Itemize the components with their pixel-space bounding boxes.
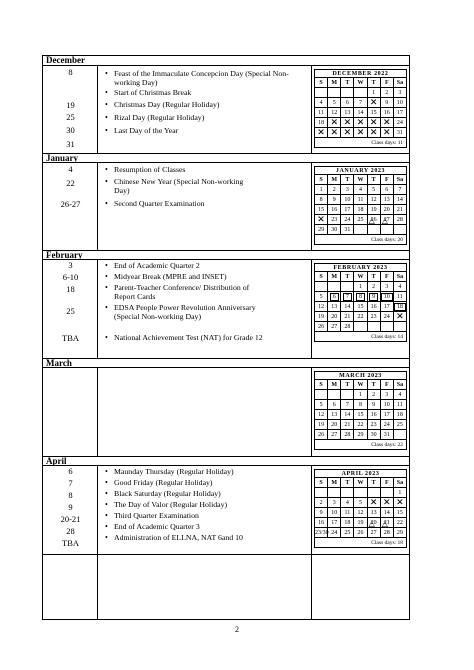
section-april: [43, 466, 409, 554]
weekday-header: W: [354, 478, 367, 488]
calendar-day-cell: 11: [341, 508, 354, 518]
calendar-day-cell: 12: [315, 302, 328, 312]
mini-calendar-january: [312, 163, 409, 250]
event-date: 20-21: [60, 514, 81, 524]
events-column: [98, 66, 312, 153]
weekday-header: F: [380, 175, 393, 185]
calendar-day-cell: 6 ✕: [367, 498, 380, 508]
calendar-day-cell: 27: [328, 322, 341, 332]
event-item: • Rizal Day (Regular Holiday): [98, 114, 308, 123]
event-item: • End of Academic Quarter 2: [98, 262, 308, 271]
calendar-day-cell: 2: [367, 282, 380, 292]
calendar-day-cell: 18: [354, 205, 367, 215]
calendar-title: DECEMBER 2022: [314, 69, 407, 77]
calendar-day-cell: 4: [341, 498, 354, 508]
calendar-day-cell: 26: [315, 322, 328, 332]
event-item: • Good Friday (Regular Holiday): [98, 479, 308, 488]
calendar-day-cell: 22: [393, 518, 406, 528]
class-days-count: Class days: 11: [315, 138, 407, 148]
calendar-day-cell: 2: [328, 185, 341, 195]
calendar-day-cell: 12: [354, 508, 367, 518]
calendar-day-cell: 6: [328, 400, 341, 410]
page-number: 2: [235, 625, 239, 634]
calendar-day-cell: △ 26: [367, 215, 380, 225]
month-calendar-table: [314, 166, 407, 245]
calendar-day-cell: 30 ✕: [380, 128, 393, 138]
calendar-day-cell: 3: [380, 282, 393, 292]
weekday-header: Sa: [393, 380, 406, 390]
calendar-day-cell: 3: [341, 185, 354, 195]
event-date: 8: [68, 67, 73, 77]
calendar-day-cell: 13: [328, 410, 341, 420]
calendar-day-cell: 9: [367, 292, 380, 302]
calendar-day-cell: 9: [315, 508, 328, 518]
calendar-day-cell: 18: [315, 118, 328, 128]
calendar-title: JANUARY 2023: [314, 166, 407, 174]
calendar-day-cell: 25 ✕: [315, 128, 328, 138]
calendar-day-cell: [393, 430, 406, 440]
calendar-day-cell: 19: [315, 420, 328, 430]
weekday-header: S: [315, 272, 328, 282]
calendar-day-cell: 29: [315, 225, 328, 235]
event-date: 6-10: [62, 272, 79, 282]
calendar-day-cell: [328, 88, 341, 98]
calendar-day-cell: 4: [393, 390, 406, 400]
calendar-day-cell: 19 ✕: [328, 118, 341, 128]
section-december: [43, 66, 409, 153]
calendar-day-cell: 18: [393, 302, 406, 312]
mini-calendar-march: [312, 368, 409, 456]
calendar-day-cell: 26: [354, 528, 367, 538]
weekday-header: M: [328, 478, 341, 488]
class-days-count: Class days: 22: [315, 440, 407, 450]
calendar-day-cell: [380, 322, 393, 332]
month-heading-december: December: [43, 56, 409, 66]
calendar-day-cell: 8 ✕: [393, 498, 406, 508]
event-item: • Administration of ELLNA, NAT 6and 10: [98, 534, 308, 543]
calendar-day-cell: 23/30: [315, 529, 329, 536]
weekday-header: T: [367, 78, 380, 88]
event-date: 9: [68, 502, 73, 512]
event-item: • Start of Christmas Break: [98, 89, 308, 98]
calendar-day-cell: 22: [354, 312, 367, 322]
event-item: • Maunday Thursday (Regular Holiday): [98, 468, 308, 477]
calendar-day-cell: 5: [328, 98, 341, 108]
calendar-day-cell: 17: [393, 108, 406, 118]
calendar-day-cell: 31: [341, 225, 354, 235]
calendar-day-cell: 23: [367, 420, 380, 430]
weekday-header: W: [354, 272, 367, 282]
weekday-header: S: [315, 175, 328, 185]
calendar-day-cell: 22 ✕: [367, 118, 380, 128]
event-date: 18: [66, 284, 75, 294]
calendar-day-cell: 23 ✕: [380, 118, 393, 128]
events-column: [98, 260, 312, 358]
calendar-day-cell: 6: [341, 98, 354, 108]
date-column: [43, 555, 98, 619]
calendar-day-cell: 17: [328, 518, 341, 528]
weekday-header: T: [367, 478, 380, 488]
calendar-day-cell: 27: [367, 528, 380, 538]
calendar-day-cell: 22: [354, 420, 367, 430]
calendar-day-cell: 12: [315, 410, 328, 420]
calendar-day-cell: 9: [367, 400, 380, 410]
date-column: [43, 368, 98, 456]
calendar-day-cell: [354, 88, 367, 98]
mini-calendar-december: [312, 66, 409, 153]
calendar-day-cell: 24: [328, 528, 341, 538]
calendar-title: FEBRUARY 2023: [314, 263, 407, 271]
calendar-day-cell: 12: [328, 108, 341, 118]
weekday-header: M: [328, 272, 341, 282]
calendar-day-cell: 19: [315, 312, 328, 322]
calendar-day-cell: 24: [380, 420, 393, 430]
calendar-day-cell: 15: [393, 508, 406, 518]
calendar-day-cell: 20: [328, 420, 341, 430]
event-item: • Parent-Teacher Conference/ Distribution of Report Cards: [98, 284, 268, 301]
calendar-document-frame: [42, 55, 410, 620]
month-calendar-table: [314, 263, 407, 342]
weekday-header: S: [315, 478, 328, 488]
month-calendar-table: [314, 469, 407, 548]
calendar-day-cell: 27: [328, 430, 341, 440]
month-heading-february: February: [43, 250, 409, 260]
event-date: 25: [66, 112, 75, 122]
event-item: • Second Quarter Examination: [98, 200, 308, 209]
calendar-day-cell: 8: [315, 195, 328, 205]
weekday-header: Sa: [393, 78, 406, 88]
calendar-day-cell: [315, 488, 328, 498]
calendar-day-cell: [354, 488, 367, 498]
calendar-day-cell: 6: [380, 185, 393, 195]
calendar-day-cell: 29: [393, 528, 406, 538]
calendar-day-cell: 2: [315, 498, 328, 508]
calendar-day-cell: 14: [341, 410, 354, 420]
calendar-day-cell: 24: [380, 312, 393, 322]
calendar-day-cell: 19: [367, 205, 380, 215]
events-column: [98, 368, 312, 456]
calendar-day-cell: 25: [341, 528, 354, 538]
weekday-header: T: [367, 175, 380, 185]
weekday-header: T: [341, 272, 354, 282]
calendar-day-cell: 27 ✕: [341, 128, 354, 138]
calendar-day-cell: 21: [341, 312, 354, 322]
event-item: • Feast of the Immaculate Concepcion Day (Special Non-working Day): [98, 70, 308, 87]
calendar-day-cell: 26 ✕: [328, 128, 341, 138]
event-date: 30: [66, 125, 75, 135]
calendar-day-cell: 20: [380, 205, 393, 215]
weekday-header: F: [380, 272, 393, 282]
calendar-day-cell: 5: [315, 292, 328, 302]
calendar-day-cell: 13: [341, 108, 354, 118]
calendar-day-cell: 16: [380, 108, 393, 118]
weekday-header: S: [315, 380, 328, 390]
calendar-day-cell: 30: [367, 430, 380, 440]
calendar-day-cell: 20: [328, 312, 341, 322]
events-column: [98, 163, 312, 250]
calendar-day-cell: 19: [354, 518, 367, 528]
calendar-day-cell: 28 ✕: [354, 128, 367, 138]
calendar-day-cell: 1: [367, 88, 380, 98]
calendar-day-cell: 29 ✕: [367, 128, 380, 138]
calendar-day-cell: 18: [341, 518, 354, 528]
calendar-day-cell: 14: [354, 108, 367, 118]
calendar-day-cell: [328, 488, 341, 498]
calendar-day-cell: [380, 225, 393, 235]
calendar-day-cell: 5: [315, 400, 328, 410]
date-column: [43, 163, 98, 250]
calendar-day-cell: [393, 322, 406, 332]
section-february: [43, 260, 409, 358]
event-date: 3: [68, 260, 73, 270]
calendar-day-cell: 7: [341, 400, 354, 410]
calendar-day-cell: 7: [393, 185, 406, 195]
calendar-day-cell: 16: [367, 302, 380, 312]
class-days-count: Class days: 18: [315, 538, 407, 548]
calendar-day-cell: 29: [354, 430, 367, 440]
calendar-day-cell: 4: [393, 282, 406, 292]
calendar-day-cell: 7: [341, 292, 354, 302]
weekday-header: T: [341, 478, 354, 488]
mini-calendar-april: [312, 466, 409, 554]
calendar-day-cell: 31: [380, 430, 393, 440]
calendar-day-cell: 16: [328, 205, 341, 215]
calendar-day-cell: 21 ✕: [354, 118, 367, 128]
weekday-header: W: [354, 380, 367, 390]
event-item: • Black Saturday (Regular Holiday): [98, 490, 308, 499]
weekday-header: W: [354, 175, 367, 185]
event-date: 8: [68, 490, 73, 500]
month-heading-january: January: [43, 153, 409, 163]
calendar-day-cell: 1: [393, 488, 406, 498]
events-column: [98, 555, 312, 619]
event-item: • Christmas Day (Regular Holiday): [98, 101, 308, 110]
calendar-day-cell: 13: [367, 508, 380, 518]
calendar-day-cell: 20 ✕: [341, 118, 354, 128]
date-column: [43, 66, 98, 153]
calendar-day-cell: 28: [380, 528, 393, 538]
calendar-day-cell: 2: [380, 88, 393, 98]
weekday-header: M: [328, 380, 341, 390]
calendar-day-cell: 31: [393, 128, 406, 138]
calendar-day-cell: [328, 390, 341, 400]
calendar-day-cell: 11: [393, 400, 406, 410]
calendar-day-cell: [341, 88, 354, 98]
calendar-day-cell: 24: [341, 215, 354, 225]
calendar-title: MARCH 2023: [314, 371, 407, 379]
calendar-day-cell: 9: [380, 98, 393, 108]
calendar-day-cell: [328, 282, 341, 292]
event-item: • National Achievement Test (NAT) for Grade 12: [98, 334, 308, 343]
weekday-header: T: [367, 380, 380, 390]
calendar-day-cell: 16: [315, 518, 328, 528]
calendar-day-cell: 14: [393, 195, 406, 205]
date-column: [43, 466, 98, 554]
event-item: • EDSA People Power Revolution Anniversary (Special Non-working Day): [98, 304, 278, 321]
calendar-day-cell: 24: [393, 118, 406, 128]
calendar-day-cell: 28: [341, 430, 354, 440]
calendar-day-cell: [341, 390, 354, 400]
calendar-day-cell: 21: [393, 205, 406, 215]
calendar-day-cell: 1: [315, 185, 328, 195]
calendar-day-cell: [341, 282, 354, 292]
event-date: 31: [66, 139, 75, 149]
calendar-day-cell: 15: [315, 205, 328, 215]
calendar-day-cell: △ 27: [380, 215, 393, 225]
calendar-day-cell: 10: [380, 292, 393, 302]
weekday-header: Sa: [393, 175, 406, 185]
calendar-day-cell: 26: [315, 430, 328, 440]
calendar-day-cell: 25: [354, 215, 367, 225]
event-item: • Chinese New Year (Special Non-working Day): [98, 178, 258, 195]
weekday-header: T: [341, 175, 354, 185]
calendar-day-cell: 3: [380, 390, 393, 400]
weekday-header: T: [341, 380, 354, 390]
calendar-day-cell: 25 ✕: [393, 312, 406, 322]
calendar-day-cell: 30: [328, 225, 341, 235]
calendar-day-cell: △ 20: [367, 518, 380, 528]
calendar-day-cell: 17: [380, 302, 393, 312]
calendar-day-cell: 28: [393, 215, 406, 225]
class-days-count: Class days: 14: [315, 332, 407, 342]
calendar-day-cell: 15: [354, 302, 367, 312]
calendar-day-cell: 1: [354, 282, 367, 292]
calendar-day-cell: 14: [341, 302, 354, 312]
calendar-day-cell: 9: [328, 195, 341, 205]
calendar-day-cell: 28: [341, 322, 354, 332]
weekday-header: F: [380, 478, 393, 488]
calendar-day-cell: 13: [380, 195, 393, 205]
calendar-day-cell: 23: [328, 215, 341, 225]
event-date: TBA: [62, 538, 79, 548]
month-calendar-table: [314, 69, 407, 148]
weekday-header: F: [380, 78, 393, 88]
event-date: 26-27: [60, 199, 81, 209]
calendar-day-cell: [315, 88, 328, 98]
calendar-day-cell: 10: [393, 98, 406, 108]
calendar-day-cell: [354, 225, 367, 235]
weekday-header: Sa: [393, 478, 406, 488]
calendar-day-cell: 6: [328, 292, 341, 302]
event-date: 28: [66, 526, 75, 536]
event-date: 22: [66, 178, 75, 188]
calendar-day-cell: [315, 282, 328, 292]
mini-calendar-february: [312, 260, 409, 358]
event-date: 4: [68, 164, 73, 174]
event-date: 19: [66, 100, 75, 110]
calendar-day-cell: 8 ✕: [367, 98, 380, 108]
calendar-day-cell: 11: [315, 108, 328, 118]
event-item: • Resumption of Classes: [98, 166, 308, 175]
calendar-day-cell: 12: [367, 195, 380, 205]
event-item: • Last Day of the Year: [98, 127, 308, 136]
weekday-header: F: [380, 380, 393, 390]
calendar-day-cell: 10: [328, 508, 341, 518]
calendar-day-cell: 14: [380, 508, 393, 518]
calendar-day-cell: 11: [354, 195, 367, 205]
calendar-day-cell: 2: [367, 390, 380, 400]
weekday-header: W: [354, 78, 367, 88]
calendar-day-cell: 3: [393, 88, 406, 98]
calendar-day-cell: [354, 322, 367, 332]
calendar-day-cell: [341, 488, 354, 498]
calendar-day-cell: [393, 225, 406, 235]
month-heading-april: April: [43, 456, 409, 466]
event-item: • End of Academic Quarter 3: [98, 523, 308, 532]
weekday-header: T: [341, 78, 354, 88]
calendar-day-cell: 15: [354, 410, 367, 420]
calendar-day-cell: 23: [367, 312, 380, 322]
weekday-header: S: [315, 78, 328, 88]
calendar-day-cell: 8: [354, 292, 367, 302]
calendar-day-cell: [367, 322, 380, 332]
calendar-day-cell: 16: [367, 410, 380, 420]
calendar-title: APRIL 2023: [314, 469, 407, 477]
event-date: TBA: [62, 333, 79, 343]
calendar-day-cell: 17: [380, 410, 393, 420]
calendar-day-cell: △ 21: [380, 518, 393, 528]
event-item: • Midyear Break (MPRE and INSET): [98, 273, 308, 282]
section-march: [43, 368, 409, 456]
event-item: • Third Quarter Examination: [98, 512, 308, 521]
event-date: 7: [68, 478, 73, 488]
calendar-day-cell: 1: [354, 390, 367, 400]
calendar-day-cell: 13: [328, 302, 341, 312]
month-heading-march: March: [43, 358, 409, 368]
calendar-day-cell: 15: [367, 108, 380, 118]
calendar-day-cell: 11: [393, 292, 406, 302]
calendar-day-cell: 10: [380, 400, 393, 410]
calendar-day-cell: 22 ✕: [315, 215, 328, 225]
month-calendar-table: [314, 371, 407, 450]
empty-section: [43, 554, 409, 619]
calendar-day-cell: [367, 488, 380, 498]
event-date: 25: [66, 306, 75, 316]
calendar-day-cell: 3: [328, 498, 341, 508]
calendar-day-cell: [315, 390, 328, 400]
calendar-day-cell: 5: [367, 185, 380, 195]
calendar-day-cell: 5: [354, 498, 367, 508]
event-date: 6: [68, 466, 73, 476]
section-january: [43, 163, 409, 250]
weekday-header: M: [328, 175, 341, 185]
calendar-day-cell: [380, 488, 393, 498]
calendar-day-cell: 25: [393, 420, 406, 430]
event-item: • The Day of Valor (Regular Holiday): [98, 501, 308, 510]
calendar-day-cell: 7 ✕: [380, 498, 393, 508]
calendar-day-cell: 4: [315, 98, 328, 108]
calendar-day-cell: 21: [341, 420, 354, 430]
calendar-day-cell: 17: [341, 205, 354, 215]
date-column: [43, 260, 98, 358]
weekday-header: Sa: [393, 272, 406, 282]
calendar-day-cell: 18: [393, 410, 406, 420]
calendar-day-cell: 4: [354, 185, 367, 195]
calendar-day-cell: 10: [341, 195, 354, 205]
weekday-header: T: [367, 272, 380, 282]
weekday-header: M: [328, 78, 341, 88]
calendar-day-cell: 8: [354, 400, 367, 410]
events-column: [98, 466, 312, 554]
class-days-count: Class days: 20: [315, 235, 407, 245]
calendar-day-cell: 7: [354, 98, 367, 108]
calendar-day-cell: [367, 225, 380, 235]
